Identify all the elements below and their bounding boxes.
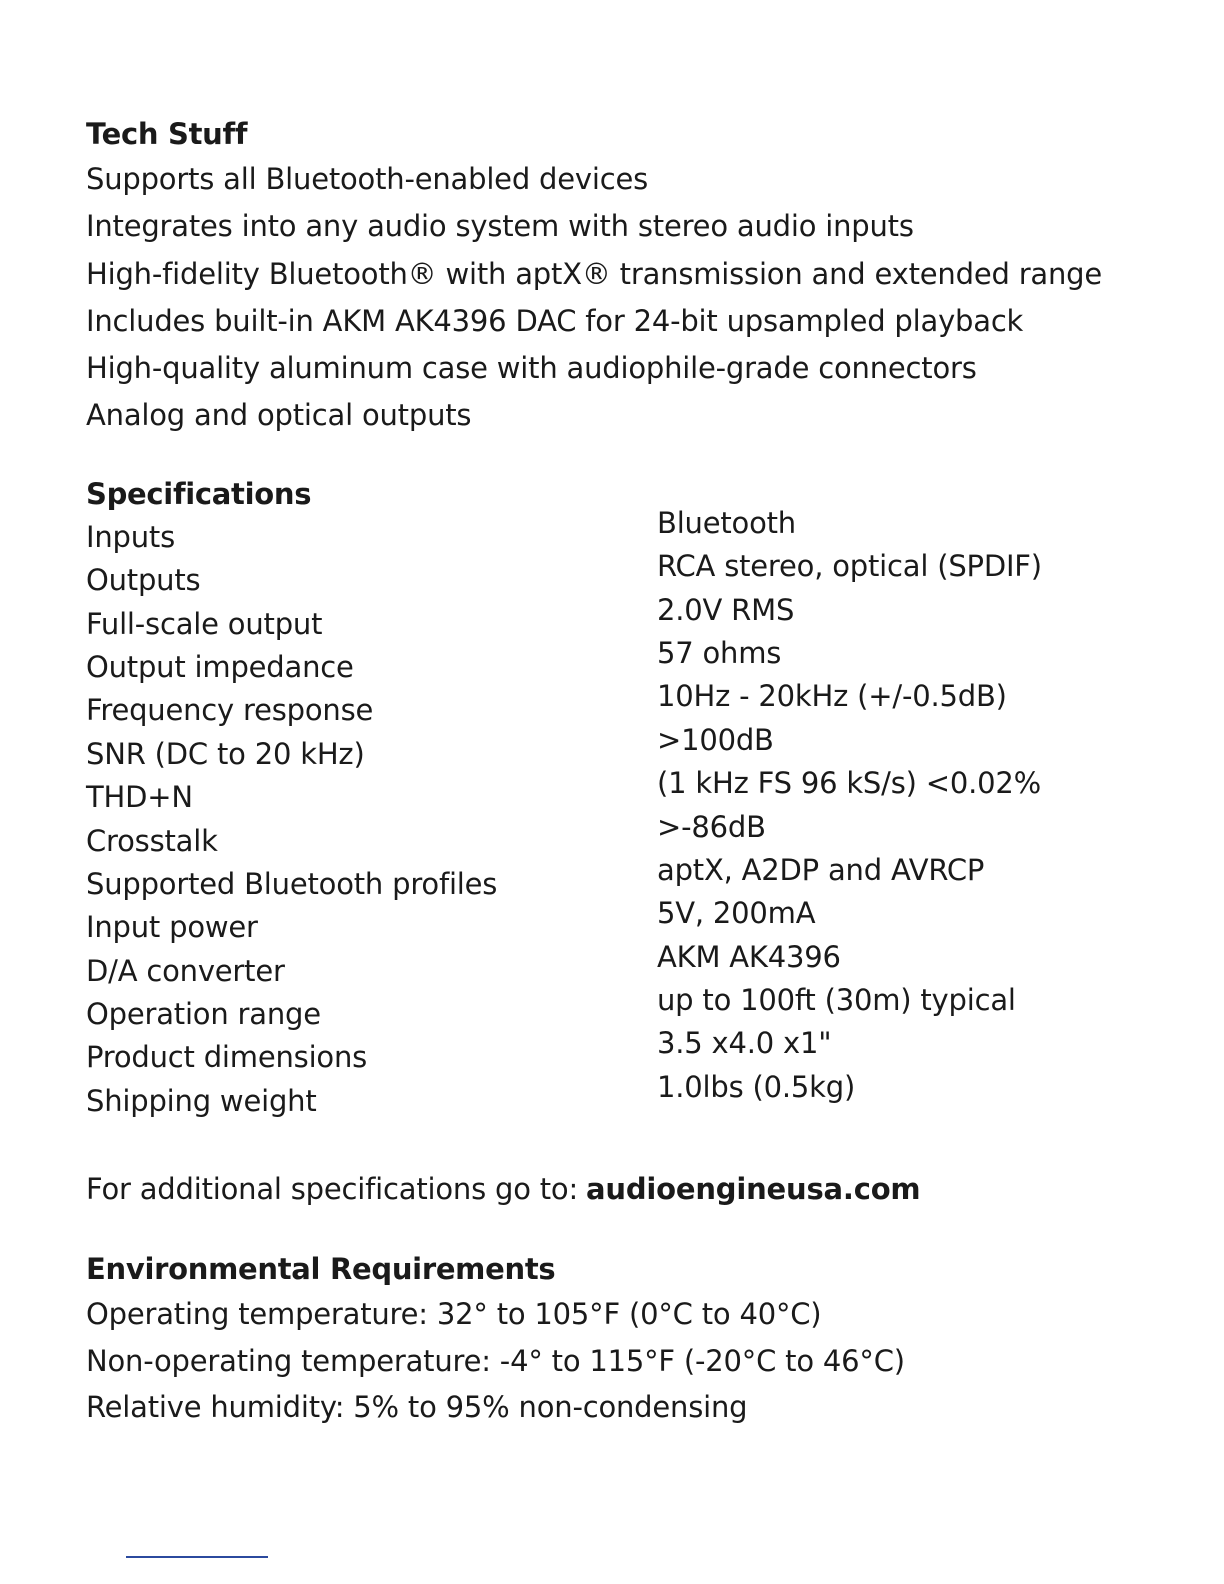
spec-value: (1 kHz FS 96 kS/s) <0.02%: [657, 766, 1041, 801]
feature-line: High-quality aluminum case with audiophile-grade connectors: [86, 351, 977, 386]
tech-stuff-heading: Tech Stuff: [86, 117, 248, 151]
spec-row: [86, 766, 1166, 819]
spec-value: 57 ohms: [657, 635, 782, 670]
environmental-list: [86, 1291, 1166, 1431]
spec-value: >100dB: [657, 722, 774, 757]
additional-specs-text: For additional specifications go to:: [86, 1172, 579, 1207]
spec-label: Input power: [86, 910, 258, 945]
env-line: Operating temperature: 32° to 105°F (0°C to 40°C): [86, 1297, 822, 1332]
feature-line: Includes built-in AKM AK4396 DAC for 24-bit upsampled playback: [86, 303, 1024, 338]
spec-label: Shipping weight: [86, 1083, 317, 1118]
spec-label: Inputs: [86, 519, 176, 554]
spec-row: [86, 809, 1166, 863]
environmental-heading: Environmental Requirements: [86, 1252, 556, 1287]
spec-value: 2.0V RMS: [657, 592, 795, 627]
spec-label: Crosstalk: [86, 823, 218, 858]
spec-value: 1.0lbs (0.5kg): [657, 1069, 856, 1104]
spec-value: RCA stereo, optical (SPDIF): [657, 549, 1042, 584]
env-line: Non-operating temperature: -4° to 115°F (-20°C to 46°C): [86, 1343, 905, 1378]
spec-label: D/A converter: [86, 953, 285, 988]
feature-line: Integrates into any audio system with stereo audio inputs: [86, 209, 914, 244]
specifications-heading: Specifications: [86, 476, 312, 511]
spec-value: 3.5 x4.0 x1": [657, 1026, 832, 1061]
spec-value: up to 100ft (30m) typical: [657, 983, 1016, 1018]
additional-specs-line: [86, 1167, 1166, 1211]
spec-label: Supported Bluetooth profiles: [86, 866, 498, 901]
spec-row: [86, 896, 1166, 949]
env-line: Relative humidity: 5% to 95% non-condensing: [86, 1390, 748, 1425]
spec-label: Product dimensions: [86, 1040, 368, 1075]
spec-row: [86, 592, 1166, 646]
spec-value: 10Hz - 20kHz (+/-0.5dB): [657, 679, 1007, 714]
specifications-table: [86, 505, 1166, 1123]
spec-row: [86, 679, 1166, 732]
footer-rule: [126, 1556, 268, 1558]
spec-label: Output impedance: [86, 649, 354, 684]
feature-line: Analog and optical outputs: [86, 398, 472, 433]
spec-row: [86, 852, 1166, 906]
spec-value: Bluetooth: [657, 505, 796, 540]
spec-label: THD+N: [86, 780, 193, 815]
spec-sheet: [86, 112, 1166, 1431]
spec-value: 5V, 200mA: [657, 896, 816, 931]
spec-label: Outputs: [86, 563, 201, 598]
spec-value: AKM AK4396: [657, 939, 841, 974]
tech-feature-list: [86, 156, 1166, 440]
spec-label: SNR (DC to 20 kHz): [86, 736, 365, 771]
feature-line: Supports all Bluetooth-enabled devices: [86, 162, 649, 196]
spec-label: Frequency response: [86, 693, 374, 728]
spec-row: [86, 1026, 1166, 1079]
spec-value: >-86dB: [657, 809, 766, 844]
spec-row: [86, 1069, 1166, 1123]
website-link[interactable]: audioengineusa.com: [586, 1172, 921, 1207]
spec-label: Operation range: [86, 997, 321, 1032]
spec-row: [86, 549, 1166, 602]
spec-label: Full-scale output: [86, 606, 323, 641]
spec-row: [86, 983, 1166, 1036]
feature-line: High-fidelity Bluetooth® with aptX® transmission and extended range: [86, 256, 1103, 291]
spec-value: aptX, A2DP and AVRCP: [657, 852, 985, 887]
